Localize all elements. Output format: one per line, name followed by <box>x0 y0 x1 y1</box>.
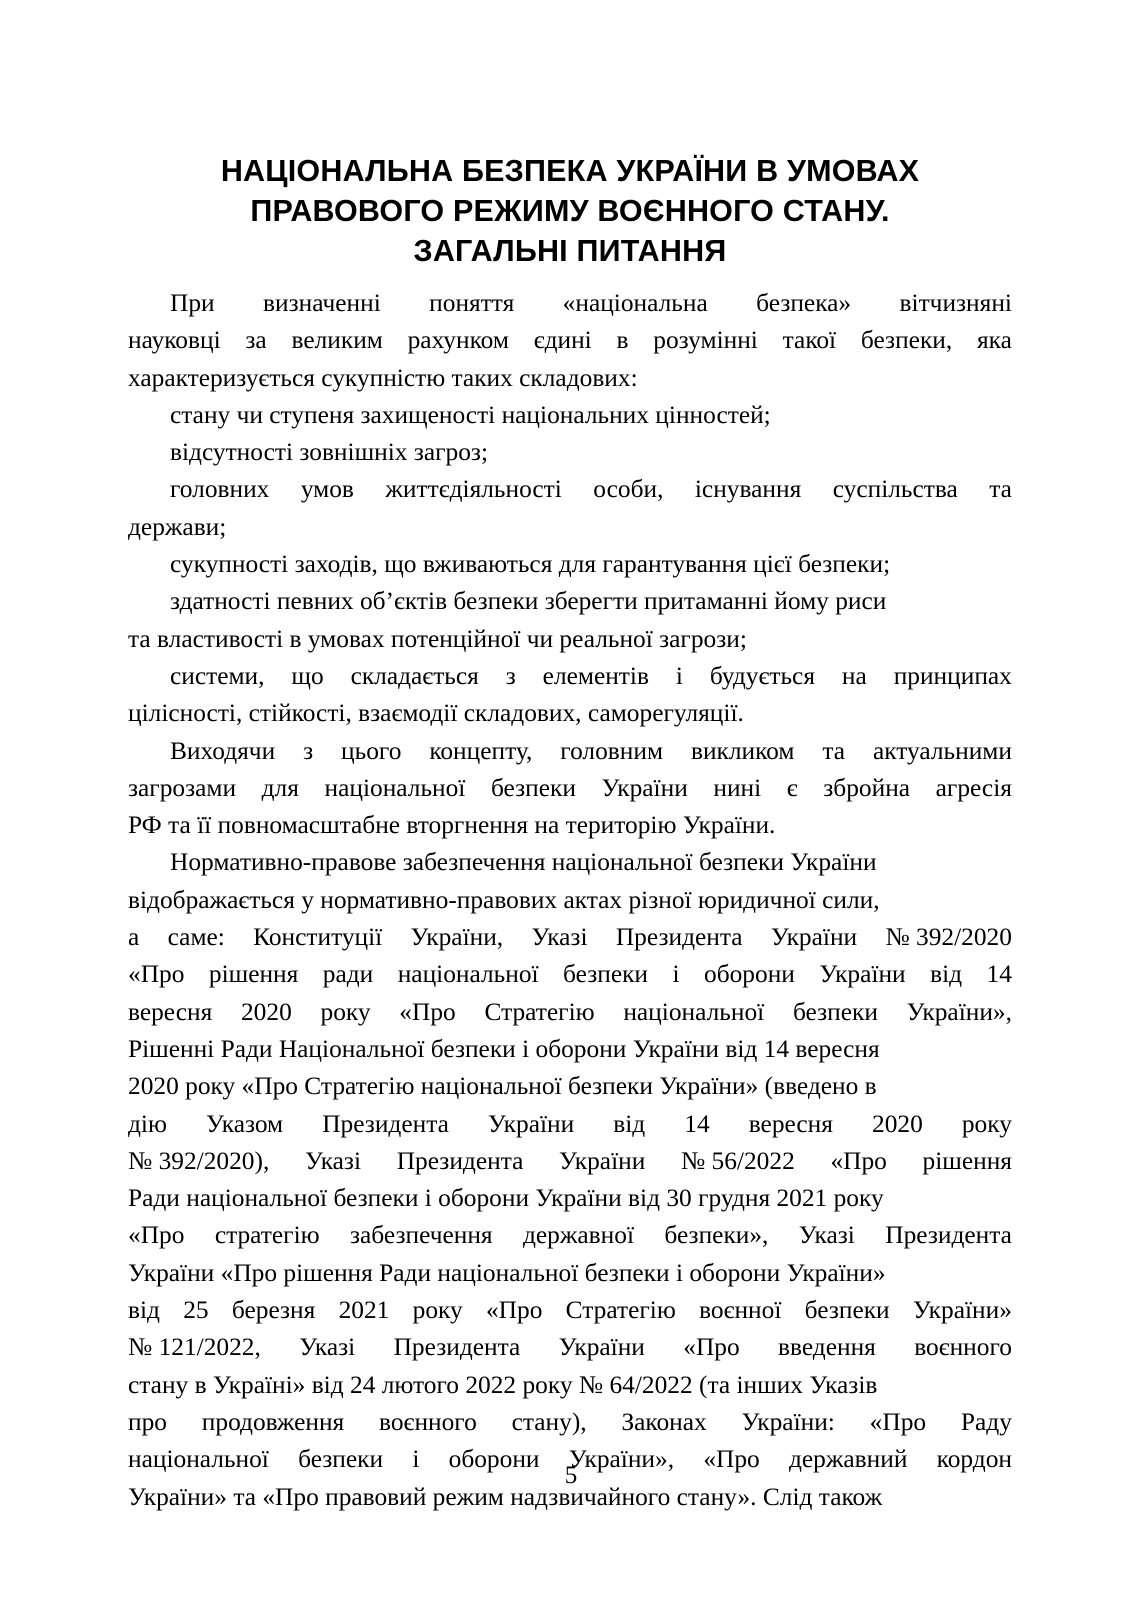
text-word: 14 <box>986 960 1012 989</box>
document-body <box>128 285 1012 1516</box>
text-word: національної <box>128 1445 269 1474</box>
text-word: сукупності заходів, що вживаються для гарантування цієї безпеки; <box>170 550 891 579</box>
text-word: «національна <box>562 289 708 317</box>
text-word: України <box>559 1146 646 1175</box>
text-word: держави; <box>128 512 227 541</box>
text-word: вересня <box>748 1109 833 1138</box>
text-word: Конституції <box>253 923 383 952</box>
text-word: актуальними <box>872 736 1012 765</box>
page-title-line: ЗАГАЛЬНІ ПИТАННЯ <box>413 234 727 269</box>
text-word: розумінні <box>653 326 758 355</box>
text-line <box>128 994 1012 1031</box>
text-word: національної <box>623 997 765 1026</box>
text-word: нині <box>713 773 762 802</box>
text-word: цілісності, стійкості, взаємодії складових, саморегуляції. <box>128 699 744 728</box>
text-word: РФ та її повномасштабне вторгнення на територію України. <box>128 811 776 840</box>
text-word: вересня <box>128 997 213 1026</box>
text-word: Президента <box>393 1333 521 1362</box>
text-word: поняття <box>429 289 515 317</box>
text-line <box>128 360 1012 397</box>
text-word: елементів <box>542 661 649 690</box>
paragraph <box>128 285 1012 397</box>
text-word: № 56/2022 <box>680 1146 795 1175</box>
text-line <box>128 434 1012 471</box>
text-word: України <box>487 1109 575 1138</box>
page-title <box>128 151 1012 271</box>
text-word: відсутності зовнішніх загроз; <box>170 438 489 467</box>
text-word: державний <box>788 1445 908 1474</box>
text-line <box>128 807 1012 844</box>
text-word: року <box>412 1296 463 1325</box>
text-word: 14 <box>684 1109 710 1138</box>
text-word: забезпечення <box>349 1221 493 1250</box>
text-word: складається <box>350 661 479 690</box>
text-line <box>128 509 1012 546</box>
text-word: 25 <box>183 1296 209 1325</box>
text-word: Рішенні Ради Національної безпеки і оборони України від 14 вересня <box>128 1034 880 1063</box>
text-word: цього <box>341 736 402 765</box>
text-word: особи, <box>593 475 664 504</box>
text-word: безпеки <box>792 997 878 1026</box>
paragraph <box>128 434 1012 471</box>
text-word: № 392/2020), <box>128 1146 270 1175</box>
text-word: «Про <box>399 997 456 1026</box>
text-word: з <box>303 736 314 765</box>
text-word: рішення <box>208 960 299 989</box>
text-line <box>128 1143 1012 1180</box>
text-word: системи, <box>170 661 265 690</box>
text-word: «Про <box>128 1221 185 1250</box>
text-word: України: <box>741 1407 835 1436</box>
text-word: рахунком <box>407 326 509 355</box>
text-word: 2020 <box>240 997 292 1026</box>
text-word: Президента <box>885 1221 1012 1250</box>
text-line <box>128 546 1012 583</box>
page-title-line: НАЦІОНАЛЬНА БЕЗПЕКА УКРАЇНИ В УМОВАХ <box>220 154 920 189</box>
paragraph <box>128 546 1012 583</box>
text-word: України» <box>912 1296 1012 1325</box>
text-word: збройна <box>823 773 911 802</box>
text-word: України, <box>410 923 504 952</box>
text-line <box>128 770 1012 807</box>
paragraph <box>128 844 1012 1515</box>
text-word: характеризується сукупністю таких складових: <box>128 363 638 392</box>
text-word: кордон <box>936 1445 1012 1474</box>
text-word: Президента <box>396 1146 524 1175</box>
text-word: ради <box>322 960 374 989</box>
text-word: вітчизняні <box>899 289 1012 317</box>
text-line <box>128 1367 1012 1404</box>
text-word: а <box>128 923 140 952</box>
text-word: «Про <box>683 1333 740 1362</box>
text-word: державної <box>522 1221 635 1250</box>
text-word: воєнної <box>699 1296 782 1325</box>
text-word: умов <box>300 475 354 504</box>
text-line <box>128 583 1012 620</box>
text-word: року <box>320 997 371 1026</box>
text-word: національної <box>397 960 539 989</box>
paragraph <box>128 583 1012 658</box>
text-word: що <box>291 661 324 690</box>
text-word: і <box>675 661 683 690</box>
text-word: України», <box>568 1445 675 1474</box>
text-word: і <box>672 960 680 989</box>
text-word: від <box>930 960 963 989</box>
text-word: Нормативно-правове забезпечення національної безпеки України <box>170 848 877 877</box>
text-word: визначенні <box>263 289 381 317</box>
text-line <box>128 1068 1012 1105</box>
text-word: головним <box>560 736 664 765</box>
text-word: існування <box>694 475 802 504</box>
text-word: безпеки <box>563 960 649 989</box>
text-word: березня <box>231 1296 316 1325</box>
text-word: принципах <box>893 661 1012 690</box>
text-line <box>128 1217 1012 1254</box>
text-word: головних <box>170 475 270 504</box>
text-word: суспільства <box>832 475 958 504</box>
text-word: безпека» <box>756 289 852 317</box>
text-line <box>128 1404 1012 1441</box>
text-word: Президента <box>615 923 743 952</box>
text-word: дію <box>128 1109 167 1138</box>
text-line <box>128 658 1012 695</box>
text-word: безпеки», <box>664 1221 769 1250</box>
text-word: «Про <box>128 960 185 989</box>
text-word: «Про <box>869 1407 927 1436</box>
text-word: та властивості в умовах потенційної чи реальної загрози; <box>128 624 747 653</box>
text-word: оборони <box>704 960 795 989</box>
text-word: № 121/2022, <box>128 1333 261 1362</box>
text-line <box>128 695 1012 732</box>
text-word: агресія <box>935 773 1012 802</box>
text-word: відображається у нормативно-правових актах різної юридичної сили, <box>128 885 880 914</box>
paragraph <box>128 658 1012 733</box>
text-word: Стратегію <box>565 1296 676 1325</box>
text-word: за <box>245 326 267 355</box>
text-word: національної <box>324 773 466 802</box>
text-word: року <box>961 1109 1012 1138</box>
text-word: на <box>841 661 867 690</box>
text-line <box>128 1255 1012 1292</box>
text-word: в <box>616 326 629 355</box>
text-word: Указі <box>304 1146 362 1175</box>
text-word: здатності певних об’єктів безпеки зберегти притаманні йому риси <box>170 587 887 616</box>
text-word: єдині <box>533 326 592 355</box>
text-word: загрозами <box>128 773 237 802</box>
text-word: викликом <box>690 736 795 765</box>
text-line <box>128 285 1012 322</box>
text-line <box>128 956 1012 993</box>
text-word: безпеки, <box>860 326 953 355</box>
text-word: рішення <box>922 1146 1012 1175</box>
text-word: стратегію <box>214 1221 320 1250</box>
text-word: оборони <box>448 1445 540 1474</box>
paragraph <box>128 733 1012 845</box>
text-word: України <box>558 1333 645 1362</box>
text-word: та <box>822 736 846 765</box>
text-word: такої <box>782 326 837 355</box>
text-word: та <box>989 475 1012 504</box>
text-word: безпеки <box>490 773 576 802</box>
text-word: 2021 <box>338 1296 390 1325</box>
text-word: концепту, <box>429 736 533 765</box>
text-line <box>128 1292 1012 1329</box>
text-word: України» та «Про правовий режим надзвичайного стану». Слід також <box>128 1482 883 1511</box>
text-word: є <box>786 773 798 802</box>
text-line <box>128 322 1012 359</box>
text-line <box>128 471 1012 508</box>
text-word: України <box>601 773 688 802</box>
text-word: Виходячи <box>170 736 276 765</box>
text-word: Президента <box>322 1109 449 1138</box>
text-line <box>128 1329 1012 1366</box>
text-line <box>128 733 1012 770</box>
text-word: воєнного <box>379 1407 477 1436</box>
text-word: саме: <box>167 923 225 952</box>
text-word: введення <box>778 1333 876 1362</box>
text-word: стану чи ступеня захищеності національних цінностей; <box>170 400 771 429</box>
text-word: від <box>613 1109 646 1138</box>
text-line <box>128 397 1012 434</box>
text-word: Указом <box>206 1109 284 1138</box>
paragraph <box>128 471 1012 546</box>
paragraph <box>128 397 1012 434</box>
text-word: «Про <box>830 1146 887 1175</box>
text-word: Указі <box>299 1333 356 1362</box>
text-word: Указі <box>798 1221 855 1250</box>
text-word: безпеки <box>298 1445 384 1474</box>
text-word: 2020 року «Про Стратегію національної безпеки України» (введено в <box>128 1072 877 1101</box>
text-word: «Про <box>485 1296 543 1325</box>
text-line <box>128 1106 1012 1143</box>
text-word: України «Про рішення Ради національної безпеки і оборони України» <box>128 1258 886 1287</box>
text-word: Стратегію <box>484 997 595 1026</box>
text-word: 2020 <box>872 1109 923 1138</box>
text-line <box>128 621 1012 658</box>
text-word: будується <box>709 661 816 690</box>
text-word: великим <box>291 326 383 355</box>
text-word: продовження <box>201 1407 345 1436</box>
text-word: життєдіяльності <box>385 475 562 504</box>
text-word: про <box>128 1407 167 1436</box>
text-word: стану в Україні» від 24 лютого 2022 року № 64/2022 (та інших Указів <box>128 1370 878 1399</box>
text-word: Ради національної безпеки і оборони України від 30 грудня 2021 року <box>128 1184 884 1213</box>
page-title-line: ПРАВОВОГО РЕЖИМУ ВОЄННОГО СТАНУ. <box>250 194 890 229</box>
text-line <box>128 919 1012 956</box>
text-word: безпеки <box>804 1296 890 1325</box>
text-word: для <box>261 773 299 802</box>
text-word: стану), <box>511 1407 587 1436</box>
text-word: науковці <box>128 326 221 355</box>
text-word: № 392/2020 <box>885 923 1012 952</box>
text-line <box>128 882 1012 919</box>
text-word: з <box>505 661 516 690</box>
text-line <box>128 1031 1012 1068</box>
text-word: і <box>412 1445 420 1474</box>
text-word: «Про <box>703 1445 760 1474</box>
text-word: яка <box>976 326 1012 355</box>
text-word: Раду <box>960 1407 1012 1436</box>
text-line <box>128 844 1012 881</box>
text-word: воєнного <box>914 1333 1012 1362</box>
text-word: України», <box>906 997 1012 1026</box>
text-word: При <box>170 289 215 317</box>
text-word: Законах <box>621 1407 707 1436</box>
text-word: України <box>770 923 858 952</box>
text-line <box>128 1180 1012 1217</box>
text-word: України <box>819 960 906 989</box>
page-number: 5 <box>564 1462 578 1489</box>
text-word: Указі <box>531 923 588 952</box>
text-word: від <box>128 1296 160 1325</box>
